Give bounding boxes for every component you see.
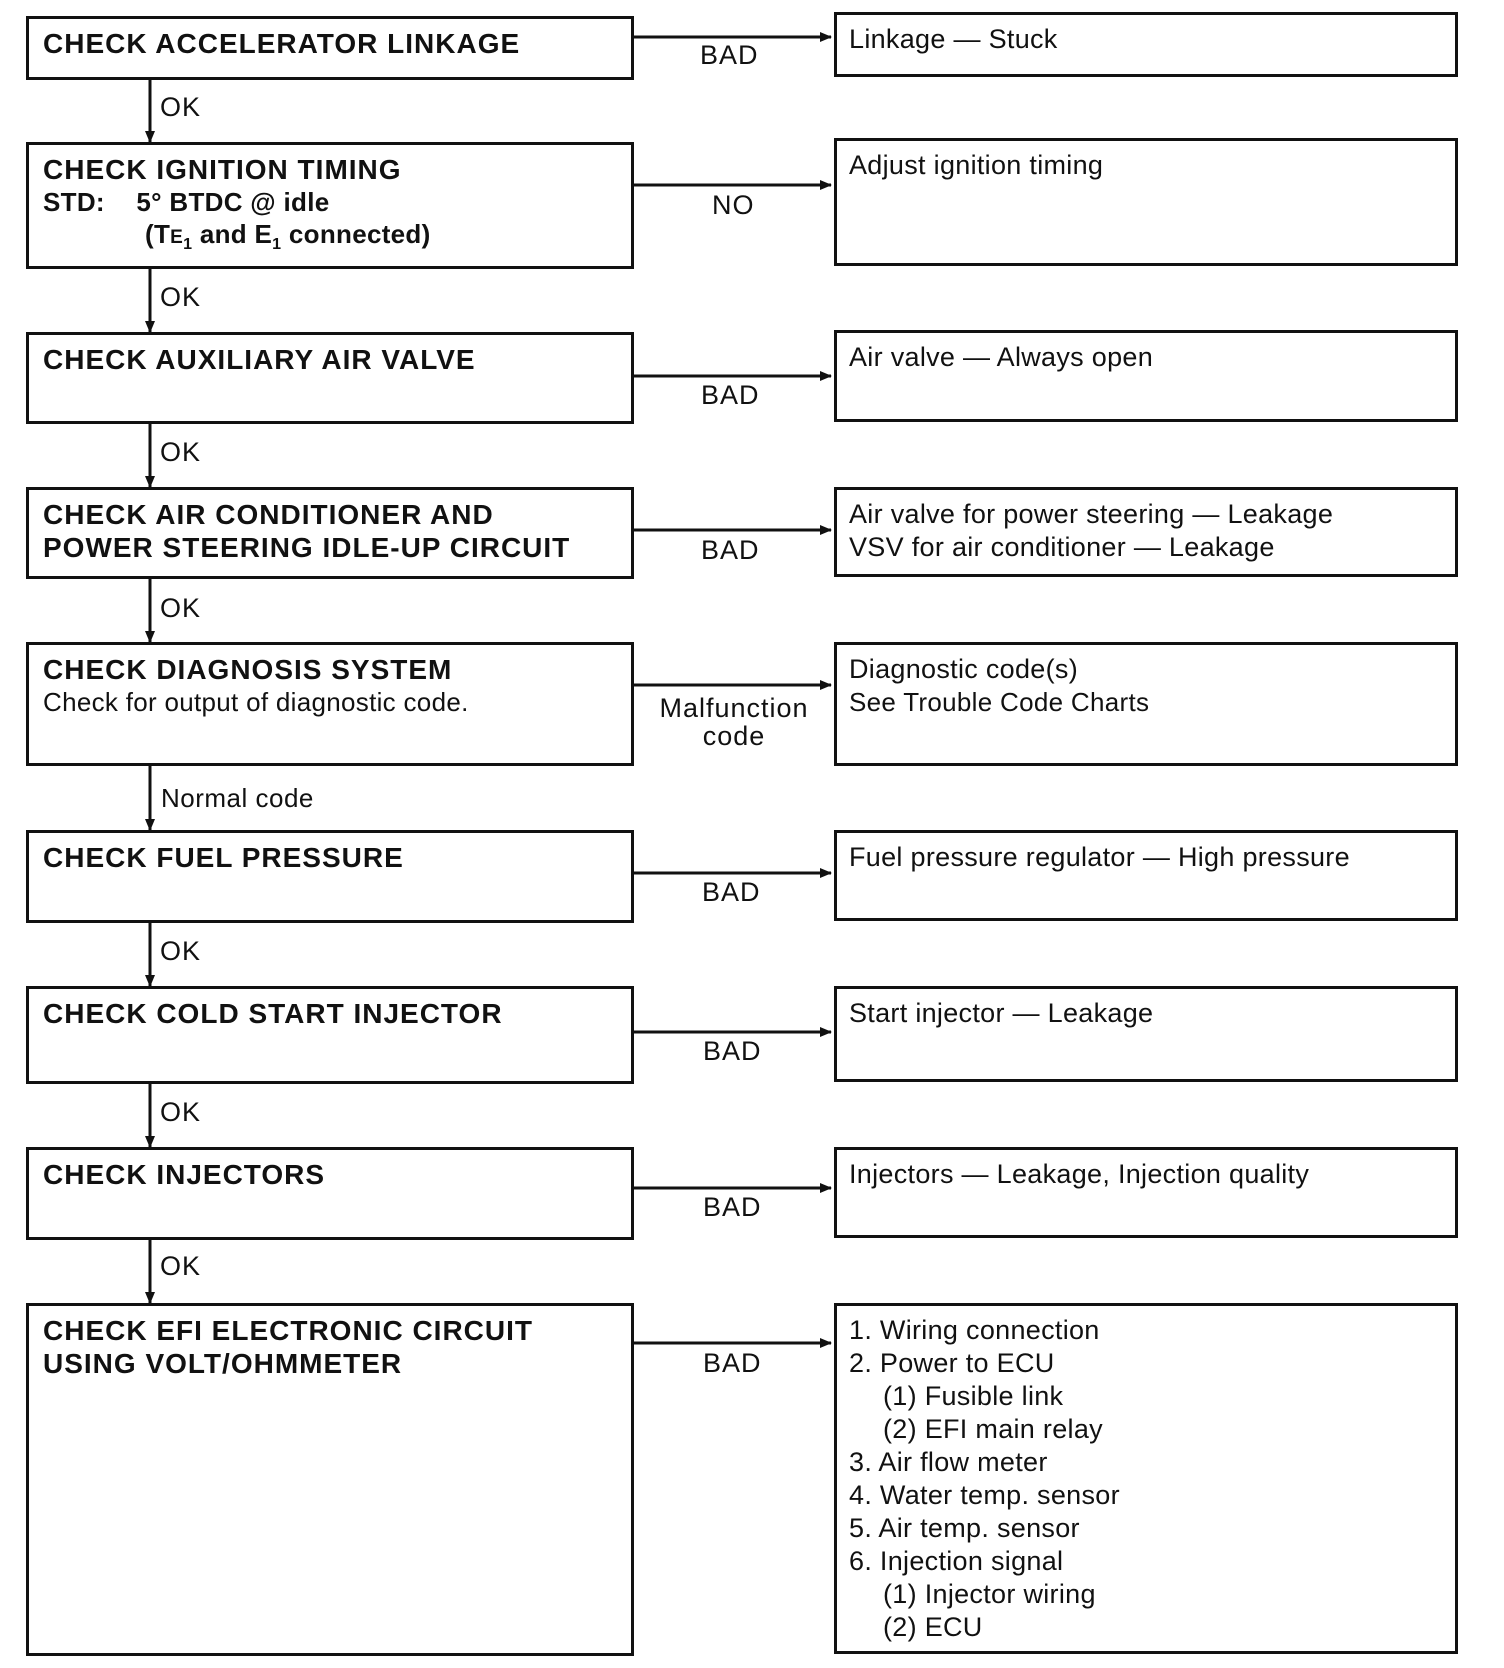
check-box-diagnosis-system: [26, 642, 634, 766]
check-title-line: CHECK AIR CONDITIONER AND: [43, 499, 494, 530]
check-title: CHECK DIAGNOSIS SYSTEM: [43, 654, 453, 685]
result-box-fuel-pressure: [834, 830, 1458, 921]
check-box-auxiliary-air-valve: [26, 332, 634, 424]
check-title: CHECK IGNITION TIMING: [43, 154, 402, 185]
result-box-air-valve: [834, 330, 1458, 422]
result-box-diagnostic-code: [834, 642, 1458, 766]
result-box-linkage: [834, 12, 1458, 77]
result-line: 4. Water temp. sensor: [849, 1480, 1120, 1510]
check-title: CHECK FUEL PRESSURE: [43, 842, 404, 873]
check-subtitle: Check for output of diagnostic code.: [43, 687, 469, 717]
result-line: Injectors — Leakage, Injection quality: [849, 1159, 1310, 1189]
check-title-line: POWER STEERING IDLE-UP CIRCUIT: [43, 532, 571, 563]
check-title-line: USING VOLT/OHMMETER: [43, 1348, 403, 1379]
next-label: OK: [160, 1251, 202, 1281]
result-line: Start injector — Leakage: [849, 998, 1154, 1028]
result-line: (1) Fusible link: [883, 1381, 1064, 1411]
check-title-line: CHECK EFI ELECTRONIC CIRCUIT: [43, 1315, 533, 1346]
result-line: Air valve for power steering — Leakage: [849, 499, 1334, 529]
check-box-fuel-pressure: [26, 830, 634, 923]
result-line: (2) ECU: [883, 1612, 983, 1642]
branch-label: NO: [712, 190, 755, 220]
result-line: Fuel pressure regulator — High pressure: [849, 842, 1350, 872]
result-box-efi-circuit: [834, 1303, 1458, 1654]
check-box-efi-electronic-circuit: [26, 1303, 634, 1656]
branch-label: BAD: [703, 1192, 762, 1222]
next-label: OK: [160, 936, 202, 966]
check-box-idle-up-circuit: [26, 487, 634, 579]
branch-label: BAD: [703, 1348, 762, 1378]
next-label: OK: [160, 92, 202, 122]
branch-label-malfunction: Malfunction code: [659, 693, 809, 751]
result-line: Adjust ignition timing: [849, 150, 1104, 180]
result-line: 1. Wiring connection: [849, 1315, 1100, 1345]
branch-label: BAD: [703, 1036, 762, 1066]
std-value: 5° BTDC @ idle: [136, 187, 330, 217]
result-line: 5. Air temp. sensor: [849, 1513, 1080, 1543]
result-line: Linkage — Stuck: [849, 24, 1058, 54]
check-box-accelerator-linkage: [26, 16, 634, 80]
branch-label: BAD: [701, 380, 760, 410]
result-line: (2) EFI main relay: [883, 1414, 1103, 1444]
result-line: See Trouble Code Charts: [849, 687, 1150, 717]
branch-label: BAD: [700, 40, 759, 70]
std-note: ($TE_1$ and $E_1$ connected): [145, 219, 431, 254]
next-label: OK: [160, 1097, 202, 1127]
branch-label: BAD: [702, 877, 761, 907]
result-line: Diagnostic code(s): [849, 654, 1078, 684]
check-title: CHECK AUXILIARY AIR VALVE: [43, 344, 476, 375]
next-label: OK: [160, 282, 202, 312]
result-line: VSV for air conditioner — Leakage: [849, 532, 1275, 562]
branch-label: BAD: [701, 535, 760, 565]
next-label: OK: [160, 437, 202, 467]
next-label: Normal code: [161, 783, 314, 813]
result-box-injectors: [834, 1147, 1458, 1238]
check-title: CHECK ACCELERATOR LINKAGE: [43, 28, 521, 59]
std-label: STD:: [43, 187, 105, 217]
check-box-cold-start-injector: [26, 986, 634, 1084]
result-line: 6. Injection signal: [849, 1546, 1064, 1576]
check-title: CHECK INJECTORS: [43, 1159, 326, 1190]
next-label: OK: [160, 593, 202, 623]
check-box-ignition-timing: [26, 142, 634, 269]
check-box-injectors: [26, 1147, 634, 1240]
result-line: Air valve — Always open: [849, 342, 1154, 372]
std-spec-line: [43, 186, 631, 218]
result-line: 3. Air flow meter: [849, 1447, 1048, 1477]
check-title: CHECK COLD START INJECTOR: [43, 998, 503, 1029]
result-box-idle-up: [834, 487, 1458, 577]
result-line: (1) Injector wiring: [883, 1579, 1096, 1609]
result-line: 2. Power to ECU: [849, 1348, 1055, 1378]
result-box-ignition: [834, 138, 1458, 266]
result-box-start-injector: [834, 986, 1458, 1082]
